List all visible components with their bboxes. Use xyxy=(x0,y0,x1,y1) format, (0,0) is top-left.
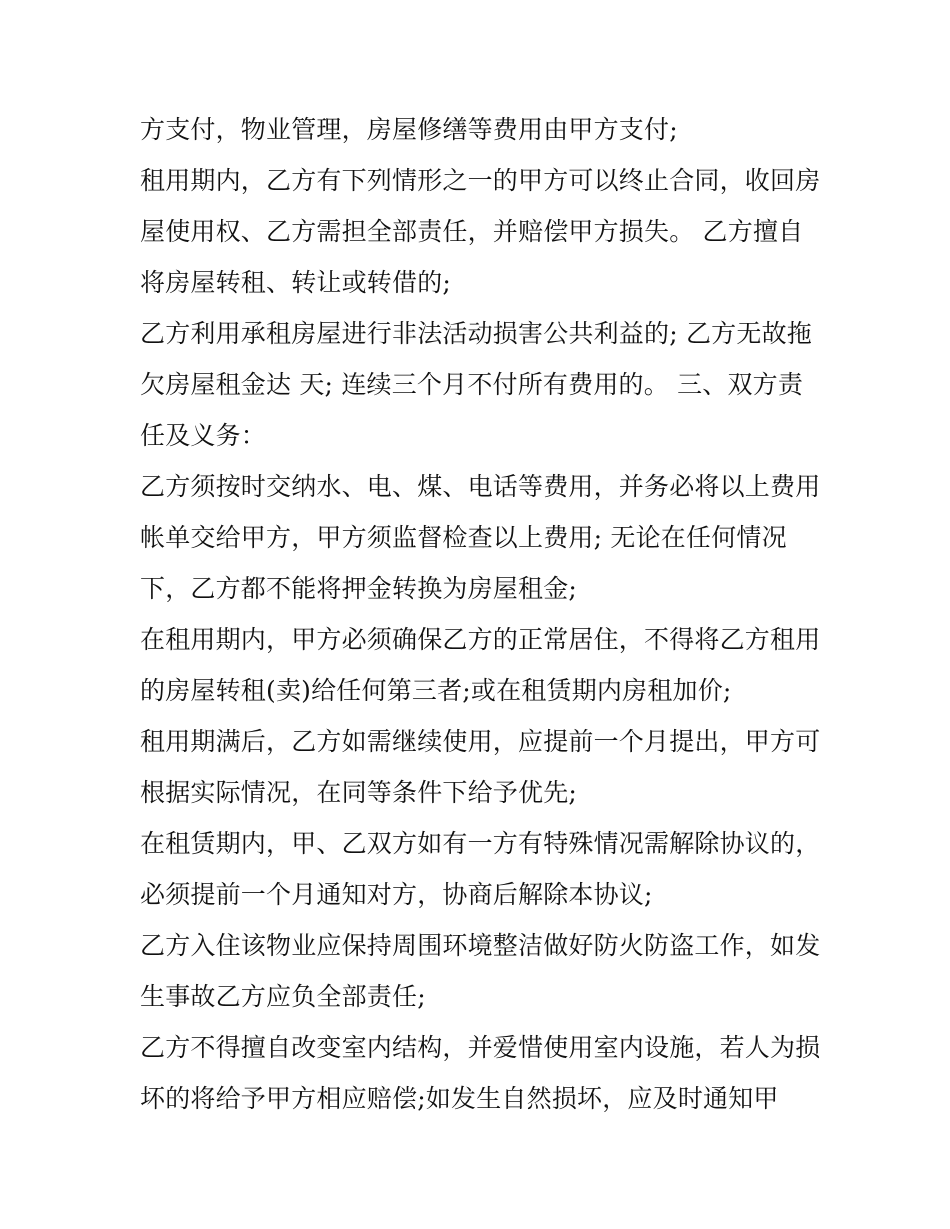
contract-text xyxy=(140,104,820,1124)
text-line: 将房屋转租、转让或转借的; xyxy=(140,268,452,297)
text-line: 租用期满后，乙方如需继续使用，应提前一个月提出，甲方可 xyxy=(140,727,821,756)
text-line: 下，乙方都不能将押金转换为房屋租金; xyxy=(140,574,578,603)
text-line: 乙方利用承租房屋进行非法活动损害公共利益的; 乙方无故拖 xyxy=(140,319,812,348)
text-line: 根据实际情况，在同等条件下给予优先; xyxy=(140,778,578,807)
text-line: 乙方不得擅自改变室内结构，并爱惜使用室内设施，若人为损 xyxy=(140,1033,821,1062)
text-line: 乙方入住该物业应保持周围环境整洁做好防火防盗工作，如发 xyxy=(140,931,821,960)
text-line: 在租用期内，甲方必须确保乙方的正常居住，不得将乙方租用 xyxy=(140,625,821,654)
text-line: 任及义务： xyxy=(140,421,267,450)
text-line: 乙方须按时交纳水、电、煤、电话等费用，并务必将以上费用 xyxy=(140,472,821,501)
text-line: 生事故乙方应负全部责任; xyxy=(140,982,426,1011)
text-line: 租用期内，乙方有下列情形之一的甲方可以终止合同，收回房 xyxy=(140,166,821,195)
text-line: 的房屋转租(卖)给任何第三者;或在租赁期内房租加价; xyxy=(140,676,732,705)
text-line: 在租赁期内，甲、乙双方如有一方有特殊情况需解除协议的， xyxy=(140,829,821,858)
text-line: 帐单交给甲方，甲方须监督检查以上费用; 无论在任何情况 xyxy=(140,523,787,552)
text-line: 必须提前一个月通知对方，协商后解除本协议; xyxy=(140,880,653,909)
text-line: 坏的将给予甲方相应赔偿;如发生自然损坏，应及时通知甲 xyxy=(140,1084,779,1113)
text-line: 屋使用权、乙方需担全部责任，并赔偿甲方损失。 乙方擅自 xyxy=(140,217,804,246)
text-line: 方支付，物业管理，房屋修缮等费用由甲方支付; xyxy=(140,115,678,144)
text-line: 欠房屋租金达 天; 连续三个月不付所有费用的。 三、双方责 xyxy=(140,370,804,399)
